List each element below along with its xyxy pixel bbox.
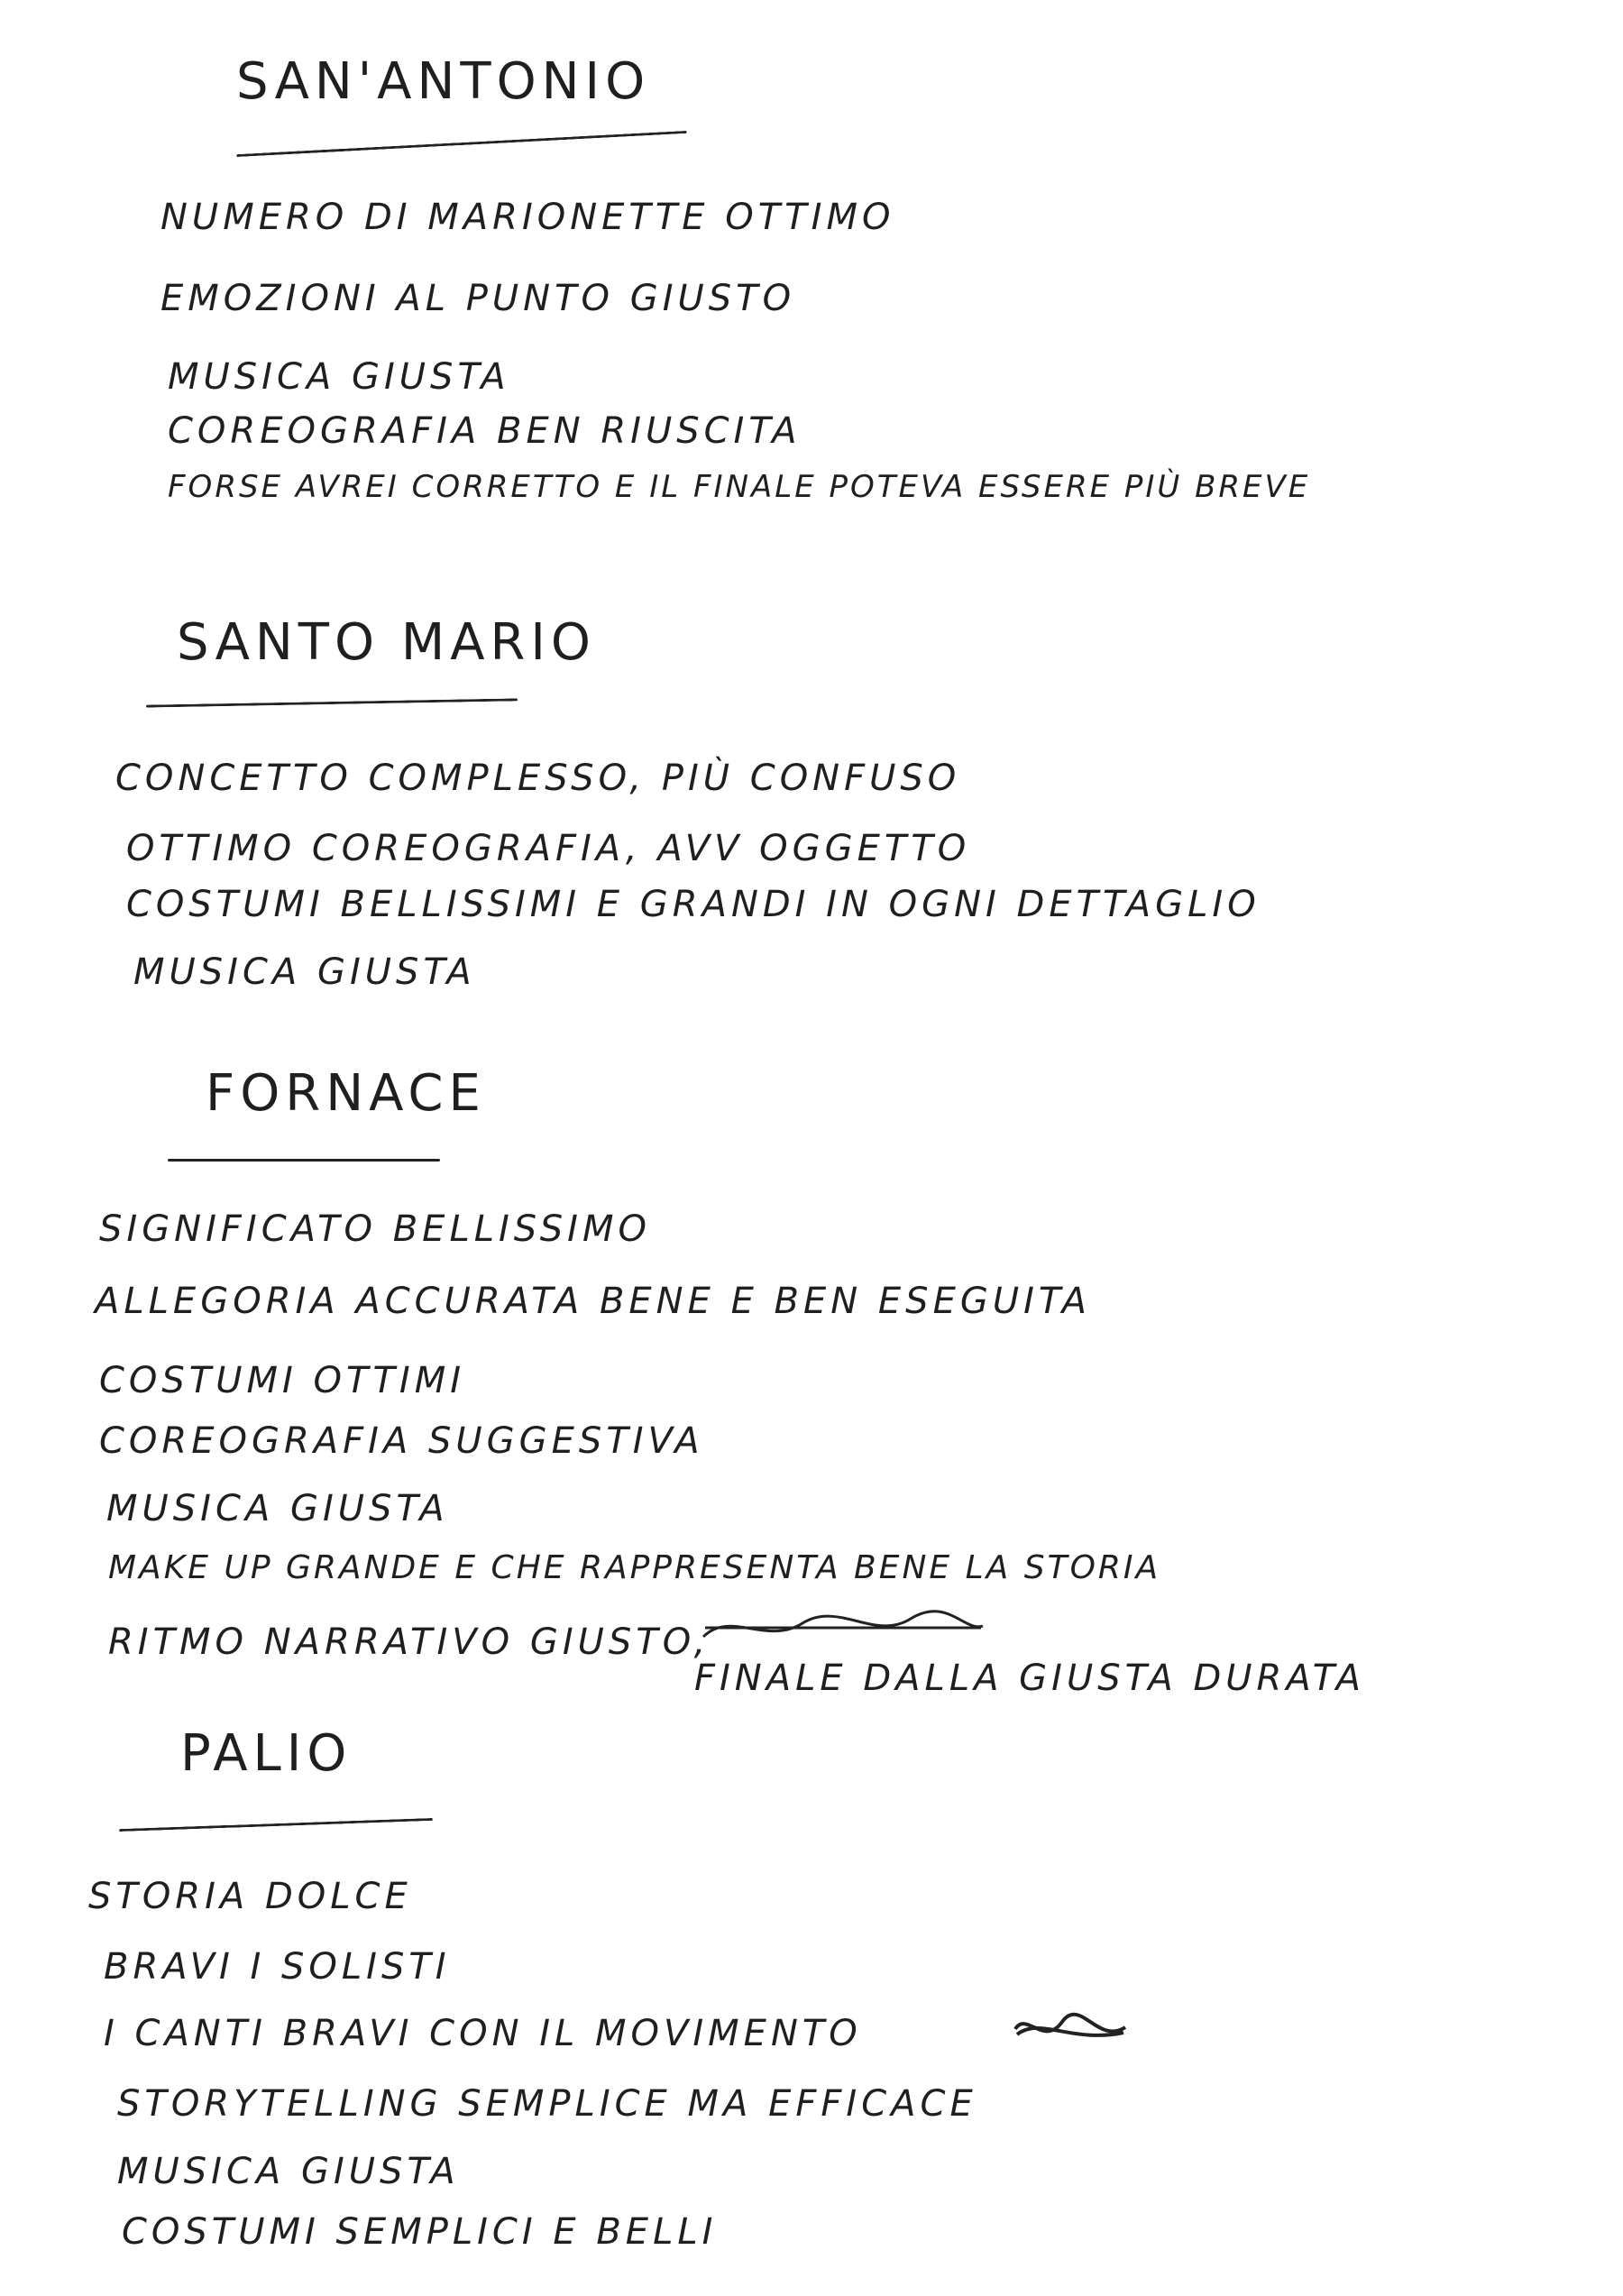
note-line: FINALE DALLA GIUSTA DURATA bbox=[694, 1658, 1365, 1699]
note-line: CONCETTO COMPLESSO, PIÙ CONFUSO bbox=[115, 758, 961, 799]
crossed-out-word bbox=[1008, 2002, 1134, 2056]
note-line: FORSE AVREI CORRETTO E IL FINALE POTEVA ESSERE PIÙ BREVE bbox=[168, 469, 1311, 505]
section-heading: SAN'ANTONIO bbox=[236, 52, 651, 111]
note-line: OTTIMO COREOGRAFIA, AVV OGGETTO bbox=[126, 828, 971, 869]
note-line: MUSICA GIUSTA bbox=[106, 1488, 449, 1529]
note-line: MAKE UP GRANDE E CHE RAPPRESENTA BENE LA STORIA bbox=[108, 1549, 1161, 1586]
note-line: NUMERO DI MARIONETTE OTTIMO bbox=[160, 197, 895, 238]
note-line: COREOGRAFIA BEN RIUSCITA bbox=[168, 410, 802, 452]
note-line: RITMO NARRATIVO GIUSTO, bbox=[108, 1621, 711, 1663]
note-line: ALLEGORIA ACCURATA BENE E BEN ESEGUITA bbox=[95, 1281, 1092, 1322]
note-line: MUSICA GIUSTA bbox=[117, 2151, 460, 2192]
heading-underline bbox=[146, 698, 518, 707]
note-line: MUSICA GIUSTA bbox=[168, 356, 510, 398]
note-line: EMOZIONI AL PUNTO GIUSTO bbox=[160, 278, 796, 319]
heading-underline bbox=[119, 1818, 433, 1832]
crossed-out-word bbox=[694, 1601, 992, 1655]
note-line: COSTUMI OTTIMI bbox=[99, 1360, 465, 1401]
note-line: COSTUMI SEMPLICI E BELLI bbox=[122, 2211, 718, 2253]
note-line: SIGNIFICATO BELLISSIMO bbox=[99, 1208, 651, 1250]
section-heading: PALIO bbox=[180, 1724, 353, 1783]
note-line: STORYTELLING SEMPLICE MA EFFICACE bbox=[117, 2083, 977, 2125]
note-line: COSTUMI BELLISSIMI E GRANDI IN OGNI DETTAGLIO bbox=[126, 884, 1261, 925]
note-line: COREOGRAFIA SUGGESTIVA bbox=[99, 1420, 704, 1462]
note-line: MUSICA GIUSTA bbox=[133, 951, 476, 993]
section-heading: FORNACE bbox=[206, 1064, 486, 1123]
heading-underline bbox=[236, 131, 686, 157]
note-line: I CANTI BRAVI CON IL MOVIMENTO bbox=[104, 2013, 862, 2054]
heading-underline bbox=[168, 1159, 440, 1162]
note-line: STORIA DOLCE bbox=[88, 1876, 412, 1917]
section-heading: SANTO MARIO bbox=[177, 613, 596, 672]
note-line: BRAVI I SOLISTI bbox=[104, 1946, 451, 1988]
